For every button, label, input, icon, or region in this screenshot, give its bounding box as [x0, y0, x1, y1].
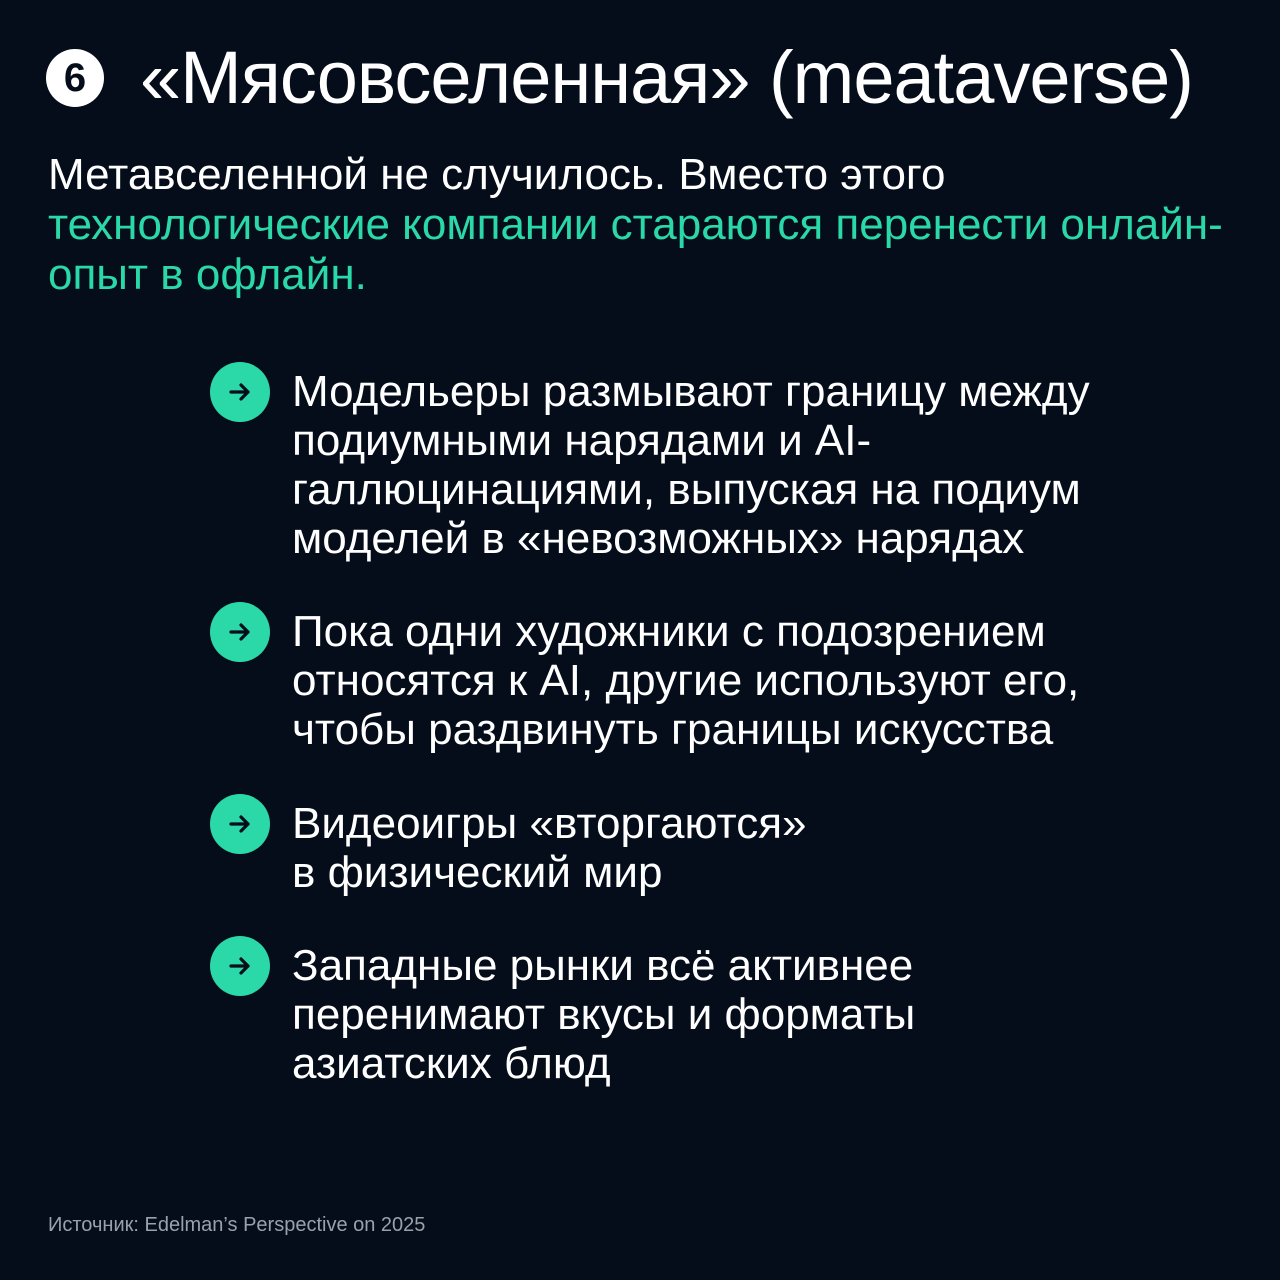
bullet-text: Пока одни художники с подозрением относятся к AI, другие используют его, чтобы раздвинуть границы искусства — [292, 607, 1080, 754]
bullet-text: Западные рынки всё активнее перенимают вкусы и форматы азиатских блюд — [292, 941, 916, 1088]
arrow-right-icon — [210, 936, 270, 996]
intro-paragraph — [48, 150, 1238, 300]
number-badge-label: 6 — [63, 56, 87, 100]
bullet-item — [210, 602, 1210, 754]
intro-text: Метавселенной не случилось. Вместо этого — [48, 150, 946, 199]
arrow-right-icon — [210, 602, 270, 662]
source-footnote: Источник: Edelman’s Perspective on 2025 — [48, 1214, 426, 1236]
bullet-item — [210, 362, 1210, 563]
intro-accent-text: технологические компании стараются перенести онлайн-опыт в офлайн. — [48, 200, 1223, 299]
header — [46, 38, 1193, 118]
bullet-text: Видеоигры «вторгаются» в физический мир — [292, 799, 807, 897]
page-title: «Мясовселенная» (meataverse) — [140, 36, 1193, 119]
number-badge — [46, 49, 104, 107]
bullet-item — [210, 794, 1210, 897]
bullet-item — [210, 936, 1210, 1088]
arrow-right-icon — [210, 794, 270, 854]
bullet-text: Модельеры размывают границу между подиумными нарядами и AI- галлюцинациями, выпуская на подиум моделей в «невозможных» нарядах — [292, 367, 1090, 563]
arrow-right-icon — [210, 362, 270, 422]
